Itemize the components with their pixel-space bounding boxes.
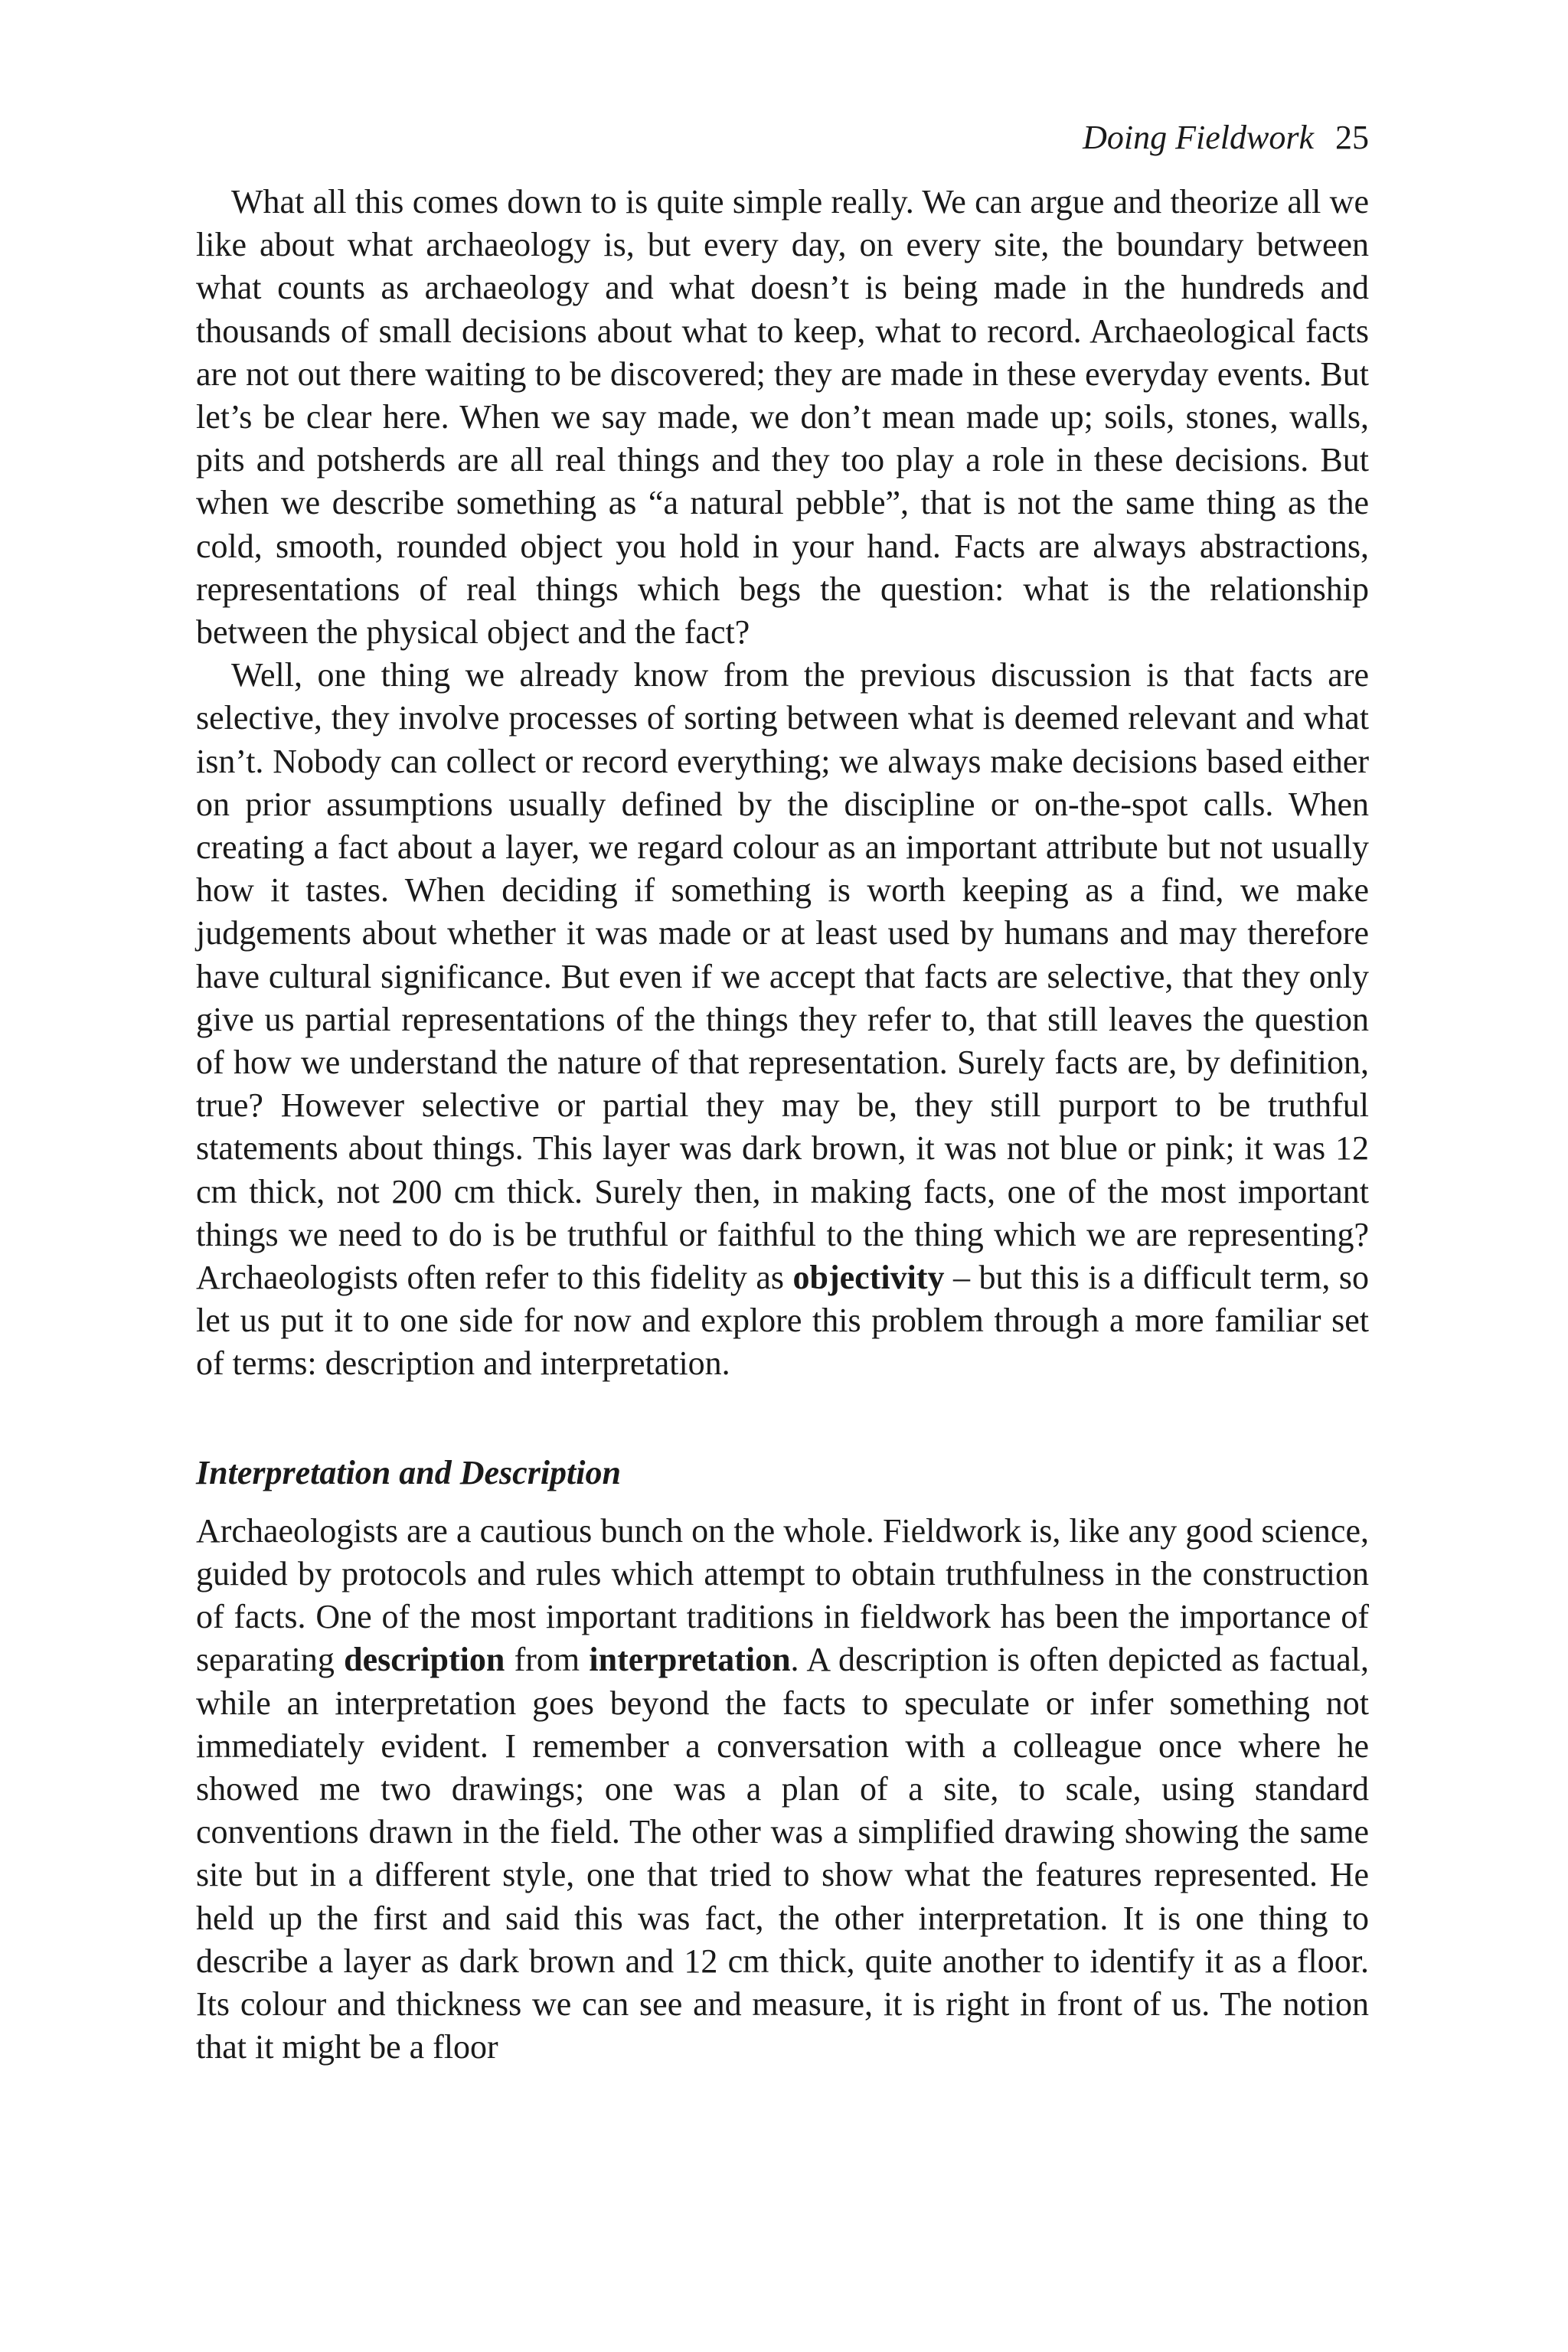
term-objectivity: objectivity	[792, 1259, 945, 1297]
paragraph-2-text-start: Well, one thing we already know from the previous discussion is that facts are selective, they involve processes of sorting between what is deemed relevant and what isn’t. Nobody can collect or record everything; we always make decisions based either on prior assumptions usually defined by the discipline or on-the-spot calls. When creating a fact about a layer, we regard colour as an important attribute but not usually how it tastes. When deciding if something is worth keeping as a find, we make judgements about whether it was made or at least used by humans and may therefore have cultural significance. But even if we accept that facts are selective, that they only give us partial representations of the things they refer to, that still leaves the question of how we understand the nature of that representation. Surely facts are, by definition, true? However selective or partial they may be, they still purport to be truthful statements about things. This layer was dark brown, it was not blue or pink; it was 12 cm thick, not 200 cm thick. Surely then, in making facts, one of the most important things we need to do is be truthful or faithful to the thing which we are representing? Archaeologists often refer to this fidelity as	[196, 656, 1369, 1297]
section-heading: Interpretation and Description	[196, 1453, 621, 1491]
paragraph-2	[196, 654, 1369, 1385]
body-text	[196, 181, 1369, 2069]
paragraph-2-text-end: – but this is a difficult term, so let us put it to one side for now and explore this problem through a more familiar set of terms: description and interpretation.	[196, 1259, 1369, 1383]
page-number: 25	[1335, 119, 1369, 156]
paragraph-3	[196, 1510, 1369, 2069]
term-description: description	[344, 1641, 505, 1679]
running-head	[1083, 113, 1369, 162]
paragraph-3-text-connector: from	[505, 1641, 590, 1679]
paragraph-3-text-start: Archaeologists are a cautious bunch on the whole. Fieldwork is, like any good science, guided by protocols and rules which attempt to obtain truthfulness in the construction of facts. One of the most important traditions in fieldwork has been the importance of separating	[196, 1511, 1369, 1679]
book-page	[196, 0, 1369, 2352]
paragraph-1: What all this comes down to is quite simple really. We can argue and theorize all we like about what archaeology is, but every day, on every site, the boundary between what counts as archaeology and what doesn’t is being made in the hundreds and thousands of small decisions about what to keep, what to record. Archaeological facts are not out there waiting to be discovered; they are made in these everyday events. But let’s be clear here. When we say made, we don’t mean made up; soils, stones, walls, pits and potsherds are all real things and they too play a role in these decisions. But when we describe something as “a natural pebble”, that is not the same thing as the cold, smooth, rounded object you hold in your hand. Facts are always abstractions, representations of real things which begs the question: what is the relationship between the physical object and the fact?	[196, 183, 1369, 652]
term-interpretation: interpretation	[589, 1641, 791, 1679]
running-head-title: Doing Fieldwork	[1083, 119, 1314, 156]
paragraph-3-text-end: . A description is often depicted as factual, while an interpretation goes beyond the facts to speculate or infer something not immediately evident. I remember a conversation with a colleague once where he showed me two drawings; one was a plan of a site, to scale, using standard conventions drawn in the field. The other was a simplified drawing showing the same site but in a different style, one that tried to show what the features represented. He held up the first and said this was fact, the other interpretation. It is one thing to describe a layer as dark brown and 12 cm thick, quite another to identify it as a floor. Its colour and thickness we can see and measure, it is right in front of us. The notion that it might be a floor	[196, 1641, 1370, 2066]
